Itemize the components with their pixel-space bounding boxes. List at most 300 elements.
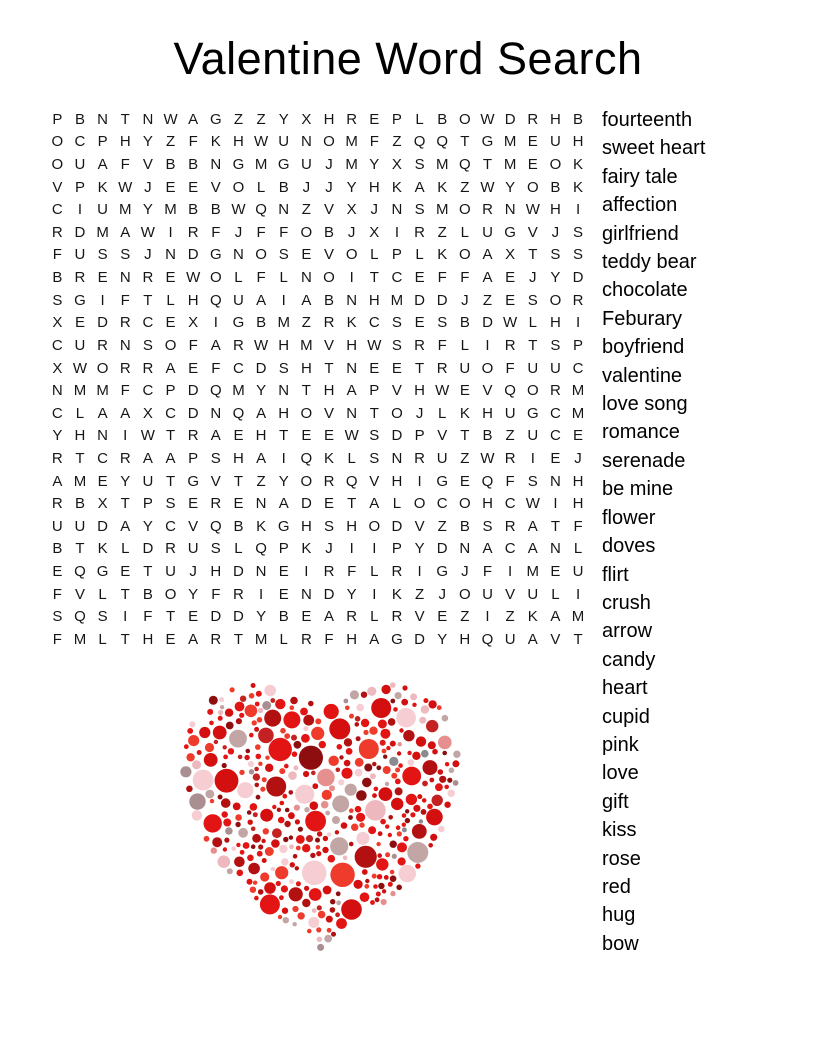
heart-dot xyxy=(388,833,392,837)
grid-cell: W xyxy=(72,359,88,377)
heart-dot xyxy=(330,863,354,887)
heart-dot xyxy=(225,827,233,835)
heart-dot xyxy=(324,935,332,943)
grid-cell: E xyxy=(97,269,108,287)
grid-cell: A xyxy=(97,404,108,422)
grid-cell: Q xyxy=(74,562,86,580)
heart-dot xyxy=(305,811,326,832)
grid-cell: E xyxy=(301,427,312,445)
grid-cell: A xyxy=(369,495,380,513)
word-list-item: valentine xyxy=(602,364,683,387)
heart-dot xyxy=(290,705,295,710)
heart-dot xyxy=(315,718,321,724)
heart-dot xyxy=(248,820,253,825)
heart-dot xyxy=(403,730,414,741)
heart-dot xyxy=(309,888,322,901)
grid-cell: U xyxy=(278,133,290,151)
grid-cell: R xyxy=(346,608,358,626)
grid-cell: J xyxy=(438,585,446,603)
heart-dot xyxy=(204,836,210,842)
heart-dot xyxy=(317,905,322,910)
heart-dot xyxy=(303,715,314,726)
grid-cell: A xyxy=(527,630,538,648)
grid-cell: J xyxy=(370,201,379,219)
heart-dot xyxy=(427,804,433,810)
grid-cell: R xyxy=(323,562,335,580)
grid-cell: N xyxy=(549,540,561,558)
heart-dot xyxy=(428,741,436,749)
heart-dot xyxy=(355,758,364,767)
grid-cell: I xyxy=(530,449,535,467)
grid-cell: O xyxy=(526,382,539,400)
heart-dot xyxy=(252,720,257,725)
grid-cell: Q xyxy=(481,630,494,648)
heart-dot xyxy=(388,815,393,820)
grid-cell: S xyxy=(369,427,380,445)
word-list-item: pink xyxy=(602,733,639,756)
grid-cell: C xyxy=(165,404,176,422)
grid-cell: A xyxy=(165,449,176,467)
grid-cell: H xyxy=(346,336,358,354)
grid-cell: J xyxy=(189,562,197,580)
heart-dot xyxy=(230,687,235,692)
grid-cell: B xyxy=(324,223,335,241)
heart-dot xyxy=(410,693,417,700)
grid-cell: O xyxy=(459,585,471,603)
heart-dot xyxy=(295,819,300,824)
heart-dot xyxy=(356,790,367,801)
heart-dot xyxy=(370,900,375,905)
grid-cell: X xyxy=(188,314,199,332)
grid-cell: E xyxy=(459,382,470,400)
grid-cell: A xyxy=(482,269,493,287)
heart-dot xyxy=(453,780,459,786)
heart-dot xyxy=(376,858,388,870)
heart-dot xyxy=(255,744,261,750)
grid-cell: T xyxy=(369,404,379,422)
grid-cell: D xyxy=(187,404,199,422)
heart-dot xyxy=(218,716,223,721)
grid-cell: B xyxy=(142,585,153,603)
heart-dot xyxy=(438,736,452,750)
grid-cell: S xyxy=(165,495,176,513)
grid-cell: N xyxy=(119,269,131,287)
grid-cell: I xyxy=(123,427,128,445)
heart-dot xyxy=(317,944,324,951)
heart-dot xyxy=(322,790,332,800)
heart-dot xyxy=(381,899,387,905)
grid-cell: S xyxy=(573,246,584,264)
grid-cell: G xyxy=(504,223,516,241)
grid-cell: V xyxy=(414,517,425,535)
grid-cell: F xyxy=(573,517,583,535)
grid-cell: U xyxy=(300,156,312,174)
heart-dot xyxy=(384,875,389,880)
heart-dot xyxy=(435,783,443,791)
heart-dot xyxy=(330,837,348,855)
grid-cell: F xyxy=(437,336,447,354)
grid-cell: S xyxy=(482,517,493,535)
heart-dot xyxy=(285,808,290,813)
heart-dot xyxy=(226,722,234,730)
grid-cell: O xyxy=(323,269,335,287)
heart-dot xyxy=(356,704,364,712)
grid-cell: M xyxy=(254,630,268,648)
grid-cell: R xyxy=(233,336,244,354)
word-list-item: crush xyxy=(602,591,651,614)
grid-cell: N xyxy=(255,495,267,513)
grid-cell: F xyxy=(347,562,357,580)
word-list-item: love xyxy=(602,762,639,785)
grid-cell: E xyxy=(527,156,538,174)
grid-cell: I xyxy=(304,562,309,580)
grid-cell: M xyxy=(435,156,449,174)
heart-dot xyxy=(272,805,276,809)
heart-dot xyxy=(360,892,370,902)
grid-cell: O xyxy=(209,269,222,287)
grid-cell: W xyxy=(503,314,518,332)
grid-cell: L xyxy=(415,246,424,264)
grid-cell: Z xyxy=(460,608,470,626)
heart-dot xyxy=(391,773,397,779)
heart-dot xyxy=(205,790,214,799)
grid-cell: S xyxy=(278,246,289,264)
heart-dot xyxy=(344,738,352,746)
grid-cell: G xyxy=(232,156,245,174)
grid-cell: U xyxy=(527,359,539,377)
grid-cell: W xyxy=(118,178,133,196)
heart-dot xyxy=(341,899,362,920)
grid-cell: F xyxy=(505,359,515,377)
heart-dot xyxy=(254,767,259,772)
grid-cell: G xyxy=(209,110,222,128)
grid-cell: N xyxy=(300,269,312,287)
heart-dot xyxy=(256,795,261,800)
heart-dot xyxy=(302,899,310,907)
heart-dot xyxy=(362,778,372,788)
grid-cell: N xyxy=(391,449,403,467)
heart-dot xyxy=(235,814,242,821)
grid-cell: H xyxy=(549,110,561,128)
grid-cell: N xyxy=(346,291,358,309)
heart-dot xyxy=(413,805,420,812)
grid-cell: H xyxy=(233,449,244,467)
grid-cell: M xyxy=(571,608,585,626)
grid-cell: E xyxy=(165,630,176,648)
heart-dot xyxy=(224,838,229,843)
grid-cell: A xyxy=(142,449,153,467)
grid-cell: N xyxy=(346,359,358,377)
grid-cell: O xyxy=(459,495,471,513)
word-list-item: rose xyxy=(602,847,641,870)
grid-cell: T xyxy=(120,585,130,603)
grid-cell: I xyxy=(168,223,173,241)
grid-cell: C xyxy=(51,404,63,422)
grid-cell: R xyxy=(119,314,131,332)
word-list-item: affection xyxy=(602,194,678,217)
grid-cell: P xyxy=(414,427,425,445)
grid-cell: N xyxy=(165,246,176,264)
heart-dot xyxy=(298,827,303,832)
heart-dot xyxy=(272,828,282,838)
heart-dot xyxy=(184,744,189,749)
grid-cell: B xyxy=(188,156,199,174)
heart-dot xyxy=(359,739,379,759)
heart-dot xyxy=(295,785,314,804)
heart-dot xyxy=(383,766,391,774)
grid-cell: R xyxy=(187,223,199,241)
grid-cell: N xyxy=(459,540,471,558)
grid-cell: Y xyxy=(256,382,267,400)
grid-cell: D xyxy=(391,517,403,535)
heart-dot xyxy=(327,928,332,933)
grid-cell: J xyxy=(234,223,243,241)
heart-dot xyxy=(429,778,434,783)
heart-dot xyxy=(240,850,245,855)
grid-cell: U xyxy=(504,630,516,648)
heart-dot xyxy=(238,828,248,838)
grid-cell: A xyxy=(188,630,199,648)
word-list-item: flower xyxy=(602,506,656,529)
heart-dot xyxy=(422,781,428,787)
heart-dot xyxy=(395,787,403,795)
word-list-item: chocolate xyxy=(602,279,688,302)
heart-dot xyxy=(391,798,403,810)
grid-cell: S xyxy=(120,246,131,264)
heart-dot xyxy=(252,834,261,843)
grid-cell: J xyxy=(529,269,537,287)
grid-cell: R xyxy=(572,291,584,309)
heart-dot xyxy=(397,842,407,852)
grid-cell: Q xyxy=(504,382,516,400)
grid-cell: R xyxy=(527,110,539,128)
grid-cell: V xyxy=(391,382,402,400)
heart-dot xyxy=(426,809,443,826)
grid-cell: A xyxy=(120,517,131,535)
grid-cell: F xyxy=(52,630,62,648)
grid-cell: F xyxy=(188,336,198,354)
grid-cell: Y xyxy=(52,427,63,445)
heart-dot xyxy=(317,937,322,942)
heart-dot xyxy=(207,709,213,715)
grid-cell: O xyxy=(164,585,177,603)
grid-cell: A xyxy=(165,359,176,377)
heart-dot xyxy=(240,696,246,702)
heart-dot xyxy=(225,709,233,717)
heart-dot xyxy=(412,703,416,707)
grid-cell: J xyxy=(347,223,356,241)
grid-cell: A xyxy=(188,110,199,128)
grid-cell: V xyxy=(210,178,221,196)
grid-cell: U xyxy=(74,156,86,174)
grid-cell: T xyxy=(414,359,425,377)
grid-cell: U xyxy=(459,359,471,377)
grid-cell: K xyxy=(301,540,312,558)
grid-cell: A xyxy=(482,246,493,264)
heart-dot xyxy=(343,856,348,861)
heart-dot xyxy=(262,777,267,782)
grid-cell: Y xyxy=(437,630,448,648)
word-list-item: hug xyxy=(602,904,636,927)
grid-cell: W xyxy=(163,110,178,128)
heart-dot xyxy=(256,754,262,760)
word-list-item: teddy bear xyxy=(602,251,697,274)
heart-dot xyxy=(316,851,321,856)
grid-cell: O xyxy=(481,359,494,377)
grid-cell: L xyxy=(573,540,583,558)
grid-cell: S xyxy=(391,314,402,332)
grid-cell: S xyxy=(52,291,63,309)
heart-dot xyxy=(330,907,336,913)
grid-cell: T xyxy=(347,495,357,513)
heart-dot xyxy=(374,787,379,792)
grid-cell: M xyxy=(435,201,449,219)
grid-cell: Z xyxy=(460,449,470,467)
grid-cell: H xyxy=(391,472,403,490)
grid-cell: F xyxy=(279,223,289,241)
heart-illustration xyxy=(150,653,495,968)
grid-cell: O xyxy=(459,201,471,219)
grid-cell: W xyxy=(140,427,155,445)
heart-dot xyxy=(355,769,363,777)
grid-cell: A xyxy=(120,223,131,241)
grid-cell: I xyxy=(281,449,286,467)
grid-cell: M xyxy=(526,562,540,580)
grid-cell: L xyxy=(234,269,243,287)
grid-cell: R xyxy=(187,427,199,445)
heart-dot xyxy=(417,794,422,799)
grid-cell: C xyxy=(391,269,403,287)
grid-cell: S xyxy=(210,449,221,467)
grid-cell: U xyxy=(165,562,176,580)
grid-cell: A xyxy=(210,336,221,354)
grid-cell: Y xyxy=(278,472,289,490)
grid-cell: T xyxy=(482,156,493,174)
grid-cell: Q xyxy=(436,133,449,151)
heart-dot xyxy=(265,764,273,772)
grid-cell: Q xyxy=(209,517,222,535)
grid-cell: V xyxy=(482,382,493,400)
word-list-item: love song xyxy=(602,393,688,416)
heart-dot xyxy=(389,757,398,766)
grid-cell: N xyxy=(549,472,561,490)
grid-cell: Y xyxy=(550,269,561,287)
heart-dot xyxy=(280,728,286,734)
grid-cell: T xyxy=(120,110,130,128)
grid-cell: N xyxy=(346,404,358,422)
grid-cell: V xyxy=(527,223,538,241)
grid-cell: P xyxy=(74,178,85,196)
grid-cell: R xyxy=(300,630,312,648)
heart-dot xyxy=(372,874,377,879)
grid-cell: W xyxy=(231,201,246,219)
page-title: Valentine Word Search xyxy=(173,33,643,84)
heart-dot xyxy=(289,790,294,795)
grid-cell: B xyxy=(324,291,335,309)
grid-cell: H xyxy=(572,472,584,490)
heart-dot xyxy=(453,751,460,758)
grid-cell: I xyxy=(575,201,581,219)
grid-cell: S xyxy=(414,156,425,174)
grid-cell: N xyxy=(300,585,312,603)
grid-cell: T xyxy=(324,359,334,377)
heart-dot xyxy=(299,746,323,770)
grid-cell: W xyxy=(254,336,269,354)
heart-dot xyxy=(361,692,367,698)
grid-cell: C xyxy=(436,495,448,513)
grid-cell: R xyxy=(436,359,448,377)
heart-dot xyxy=(277,808,281,812)
grid-cell: M xyxy=(345,133,358,151)
heart-dot xyxy=(376,842,380,846)
grid-cell: E xyxy=(324,427,335,445)
grid-cell: I xyxy=(100,291,105,309)
heart-dot xyxy=(399,728,403,732)
grid-cell: R xyxy=(482,201,493,219)
grid-cell: M xyxy=(73,472,87,490)
grid-cell: X xyxy=(369,223,380,241)
heart-dot xyxy=(447,778,452,783)
grid-cell: U xyxy=(74,246,86,264)
grid-cell: R xyxy=(323,472,335,490)
heart-dot xyxy=(318,911,326,919)
heart-dot xyxy=(281,858,288,865)
grid-cell: H xyxy=(300,517,312,535)
heart-dot xyxy=(396,885,402,891)
heart-dot xyxy=(359,822,364,827)
grid-cell: I xyxy=(213,314,218,332)
heart-dot xyxy=(239,770,244,775)
grid-cell: T xyxy=(143,291,153,309)
grid-cell: U xyxy=(482,223,493,241)
heart-dot xyxy=(405,818,410,823)
grid-cell: D xyxy=(414,630,425,648)
grid-cell: T xyxy=(528,246,538,264)
heart-dot xyxy=(332,816,340,824)
heart-dot xyxy=(250,803,258,811)
heart-dot xyxy=(350,690,359,699)
heart-dot xyxy=(430,834,437,841)
heart-dot xyxy=(419,717,426,724)
grid-cell: T xyxy=(165,608,176,626)
grid-cell: E xyxy=(437,608,448,626)
grid-cell: E xyxy=(120,562,131,580)
heart-dot xyxy=(397,831,402,836)
grid-cell: B xyxy=(573,110,584,128)
heart-dot xyxy=(438,769,444,775)
grid-cell: F xyxy=(211,359,221,377)
grid-cell: G xyxy=(232,314,245,332)
grid-cell: R xyxy=(119,359,131,377)
heart-dot xyxy=(219,697,224,702)
grid-cell: H xyxy=(323,382,335,400)
grid-cell: U xyxy=(142,472,154,490)
heart-dot xyxy=(278,915,282,919)
heart-dot xyxy=(335,912,340,917)
grid-cell: R xyxy=(504,517,516,535)
grid-cell: B xyxy=(437,110,448,128)
word-list-item: fourteenth xyxy=(602,109,693,131)
grid-cell: E xyxy=(165,314,176,332)
grid-cell: D xyxy=(142,540,154,558)
grid-cell: L xyxy=(370,246,379,264)
grid-cell: O xyxy=(96,359,109,377)
heart-dot xyxy=(310,853,315,858)
grid-cell: V xyxy=(324,336,335,354)
grid-cell: T xyxy=(301,382,311,400)
heart-dot xyxy=(377,874,382,879)
grid-cell: G xyxy=(187,472,199,490)
